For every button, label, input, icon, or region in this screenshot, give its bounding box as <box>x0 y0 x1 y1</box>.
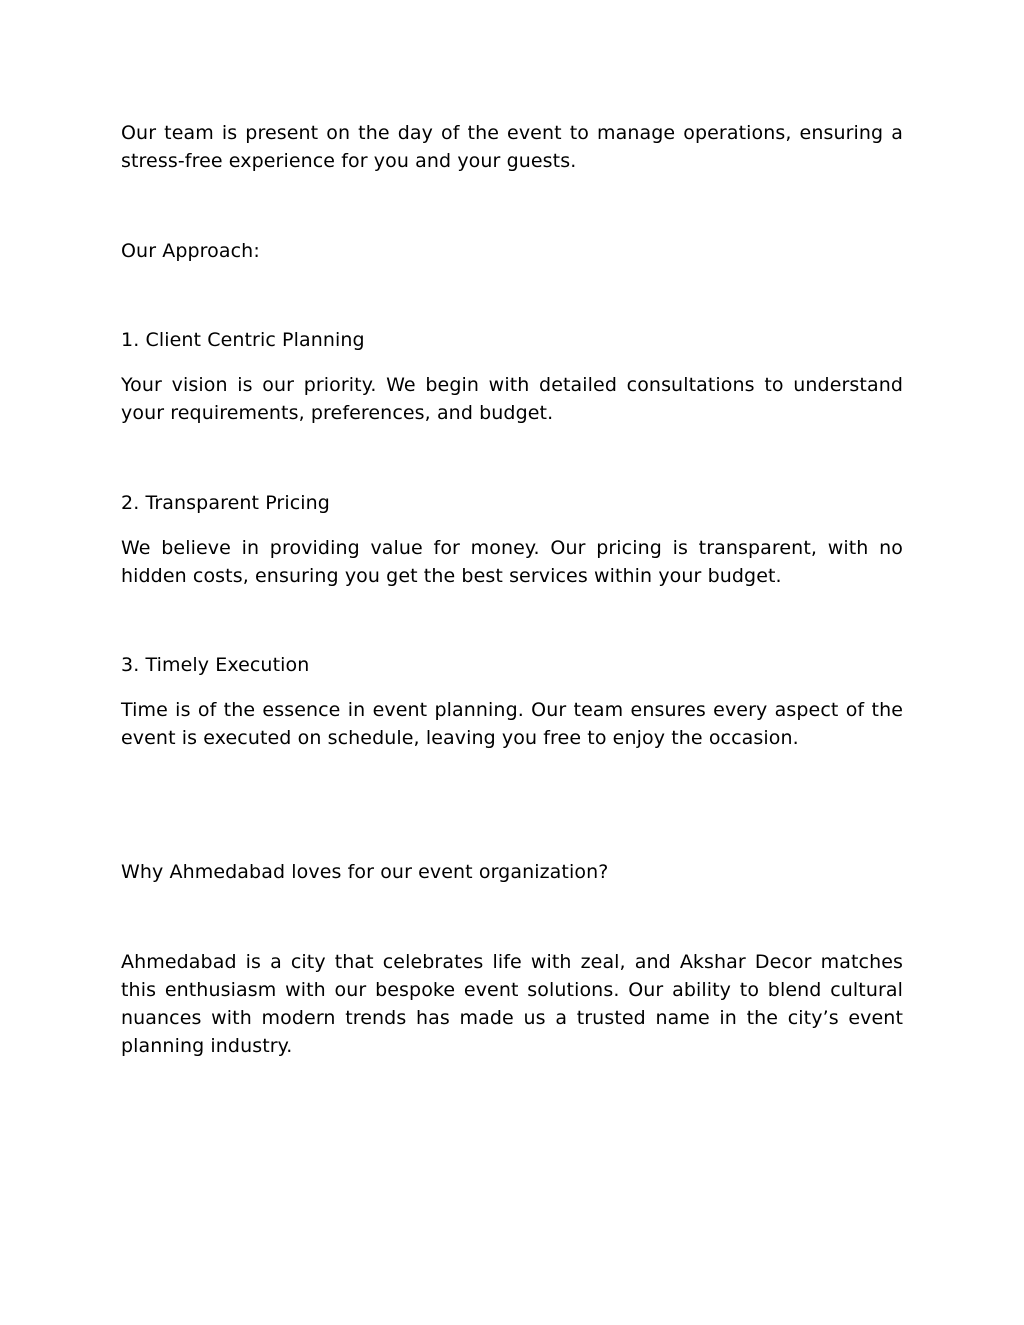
section-body-client-centric: Your vision is our priority. We begin with detailed consultations to understand your requirements, preferences, and budget. <box>121 374 903 424</box>
why-heading: Why Ahmedabad loves for our event organization? <box>121 861 609 883</box>
section-body-timely-execution: Time is of the essence in event planning. Our team ensures every aspect of the event is executed on schedule, leaving you free to enjoy the occasion. <box>121 699 903 749</box>
why-paragraph: Ahmedabad is a city that celebrates life with zeal, and Akshar Decor matches this enthusiasm with our bespoke event solutions. Our ability to blend cultural nuances with modern trends has made us a trusted name in the city’s event planning industry. <box>121 951 903 1057</box>
section-body-transparent-pricing: We believe in providing value for money. Our pricing is transparent, with no hidden costs, ensuring you get the best services within your budget. <box>121 537 903 587</box>
intro-paragraph: Our team is present on the day of the event to manage operations, ensuring a stress-free experience for you and your guests. <box>121 122 903 172</box>
approach-heading: Our Approach: <box>121 240 260 262</box>
section-title-client-centric: 1. Client Centric Planning <box>121 329 365 351</box>
section-title-transparent-pricing: 2. Transparent Pricing <box>121 492 330 514</box>
section-title-timely-execution: 3. Timely Execution <box>121 654 310 676</box>
